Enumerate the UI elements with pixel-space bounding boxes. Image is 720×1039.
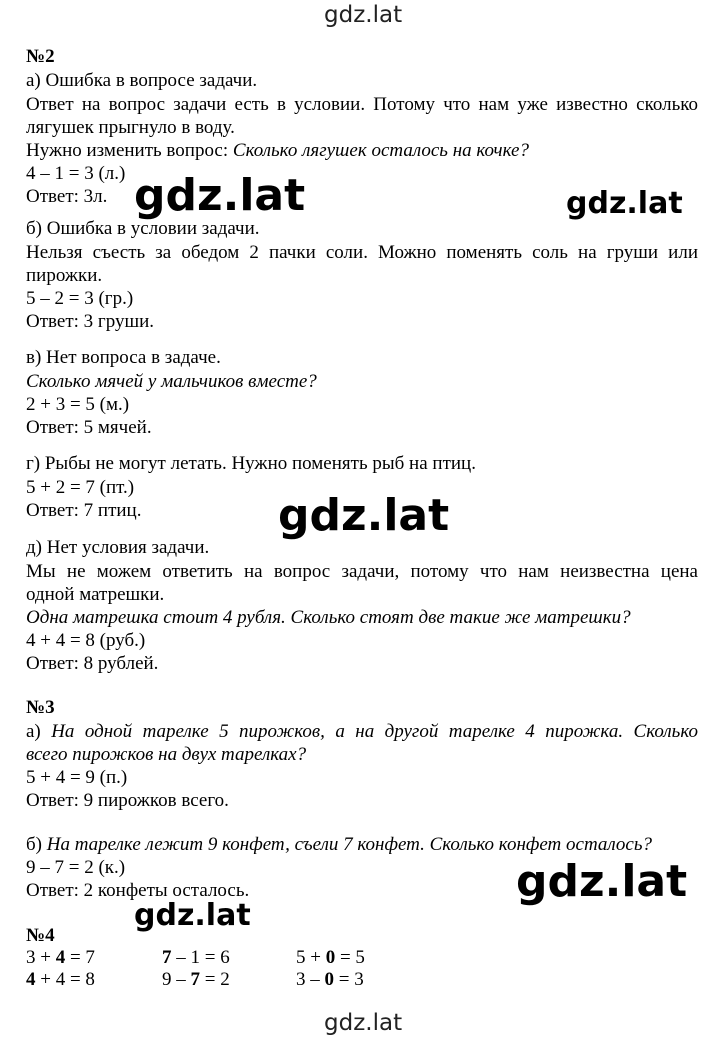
ex2-b-text-2: пирожки. [26,265,103,286]
watermark-1: gdz.lat [134,170,306,221]
watermark-5: gdz.lat [134,898,251,933]
ex2-a-text-2: лягушек прыгнуло в воду. [26,117,235,138]
ex2-v-equation: 2 + 3 = 5 (м.) [26,394,130,415]
ex2-v-question: Сколько мячей у мальчиков вместе? [26,371,317,392]
ex2-a-question-prefix: Нужно изменить вопрос: [26,140,233,161]
ex4-heading: №4 [26,925,55,946]
ex4-r1c1-bold: 4 [55,947,66,968]
ex3-a-italic-1: На одной тарелке 5 пирожков, а на другой тарелке 4 пирожка. Сколько [51,721,698,742]
ex3-b-answer: Ответ: 2 конфеты осталось. [26,880,250,901]
ex3-b-text [26,834,698,856]
ex4-r1c2-bold: 7 [162,947,172,968]
ex4-r2c3-a: 3 – [296,969,325,990]
ex2-g-title: г) Рыбы не могут летать. Нужно поменять рыб на птиц. [26,453,476,474]
ex4-r1c3-b: = 5 [335,947,365,968]
ex2-g-equation: 5 + 2 = 7 (пт.) [26,477,135,498]
ex4-row2-col3 [296,969,364,991]
ex4-row2-col2 [162,969,230,991]
ex4-row1-col3 [296,947,365,969]
ex4-r1c2-b: – 1 = 6 [171,947,230,968]
ex2-a-text-1: Ответ на вопрос задачи есть в условии. Потому что нам уже известно сколько [26,94,698,115]
ex2-b-text-1: Нельзя съесть за обедом 2 пачки соли. Можно поменять соль на груши или [26,242,698,263]
ex2-d-text-2: одной матрешки. [26,584,165,605]
ex3-a-answer: Ответ: 9 пирожков всего. [26,790,229,811]
ex3-b-equation: 9 – 7 = 2 (к.) [26,857,126,878]
watermark-3: gdz.lat [278,490,450,541]
ex2-b-answer: Ответ: 3 груши. [26,311,154,332]
ex2-heading: №2 [26,46,55,67]
ex2-d-answer: Ответ: 8 рублей. [26,653,159,674]
ex2-a-answer: Ответ: 3л. [26,186,108,207]
ex3-a-equation: 5 + 4 = 9 (п.) [26,767,128,788]
ex2-d-title: д) Нет условия задачи. [26,537,210,558]
ex4-r1c3-a: 5 + [296,947,326,968]
ex2-b-equation: 5 – 2 = 3 (гр.) [26,288,134,309]
ex4-r1c1-b: = 7 [65,947,95,968]
ex2-g-answer: Ответ: 7 птиц. [26,500,142,521]
ex2-d-equation: 4 + 4 = 8 (руб.) [26,630,146,651]
ex4-r2c2-b: = 2 [200,969,230,990]
ex3-b-prefix: б) [26,834,47,855]
ex4-row2-col1 [26,969,95,991]
ex2-a-question [26,140,698,162]
ex4-r2c3-bold: 0 [324,969,334,990]
watermark-bottom: gdz.lat [324,1010,403,1036]
ex3-a-text-1 [26,721,698,743]
ex4-r1c3-bold: 0 [325,947,336,968]
ex3-b-italic: На тарелке лежит 9 конфет, съели 7 конфет. Сколько конфет осталось? [46,834,653,855]
ex2-a-question-italic: Сколько лягушек осталось на кочке? [232,140,529,161]
ex2-a-title: а) Ошибка в вопросе задачи. [26,70,258,91]
ex2-d-text-1: Мы не можем ответить на вопрос задачи, потому что нам неизвестна цена [26,561,698,582]
watermark-top: gdz.lat [324,2,403,28]
ex2-b-title: б) Ошибка в условии задачи. [26,218,260,239]
ex3-a-text-2: всего пирожков на двух тарелках? [26,744,307,765]
ex4-r2c2-bold: 7 [190,969,200,990]
watermark-4: gdz.lat [516,856,688,907]
watermark-2: gdz.lat [566,186,683,221]
ex4-r2c1-bold: 4 [26,969,36,990]
ex3-heading: №3 [26,697,55,718]
ex3-a-prefix: а) [26,721,52,742]
ex2-a-equation: 4 – 1 = 3 (л.) [26,163,126,184]
ex2-d-question: Одна матрешка стоит 4 рубля. Сколько стоят две такие же матрешки? [26,607,631,628]
ex4-r2c1-b: + 4 = 8 [35,969,95,990]
ex4-row1-col1 [26,947,95,969]
ex4-r2c2-a: 9 – [162,969,191,990]
ex4-r2c3-b: = 3 [334,969,364,990]
ex4-r1c1-a: 3 + [26,947,56,968]
ex2-v-title: в) Нет вопроса в задаче. [26,347,221,368]
ex4-row1-col2 [162,947,230,969]
ex2-v-answer: Ответ: 5 мячей. [26,417,152,438]
